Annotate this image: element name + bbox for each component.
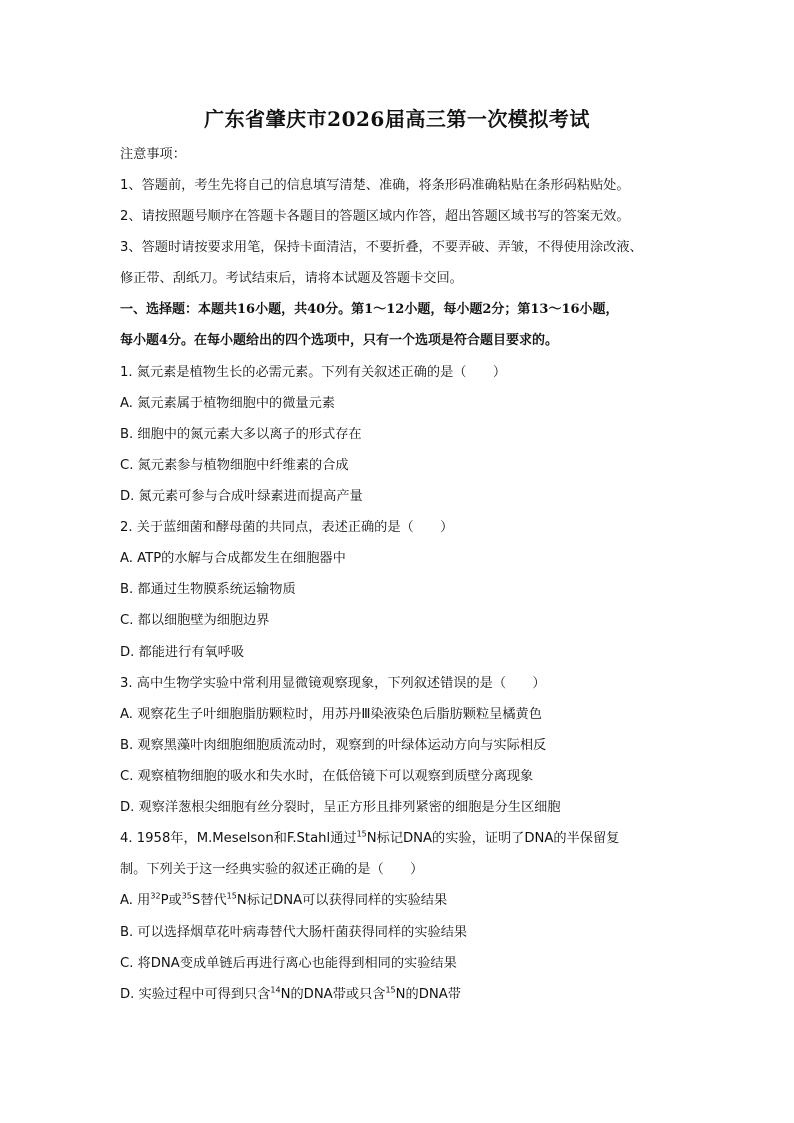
question-2-stem: 2. 关于蓝细菌和酵母菌的共同点，表述正确的是（ ） (120, 520, 454, 535)
question-3-stem: 3. 高中生物学实验中常利用显微镜观察现象，下列叙述错误的是（ ） (120, 676, 546, 691)
superscript-14: 14 (270, 985, 281, 995)
option-a-part-1: A. 用 (120, 893, 151, 908)
question-3-option-a: A. 观察花生子叶细胞脂肪颗粒时，用苏丹Ⅲ染液染色后脂肪颗粒呈橘黄色 (120, 707, 542, 722)
question-2-option-a: A. ATP的水解与合成都发生在细胞器中 (120, 551, 346, 566)
question-4-option-d (120, 986, 461, 1004)
exam-title: 广东省肇庆市2026届高三第一次模拟考试 (204, 107, 590, 131)
question-3-option-b: B. 观察黑藻叶肉细胞细胞质流动时，观察到的叶绿体运动方向与实际相反 (120, 738, 547, 753)
question-4-stem-part-2: N标记DNA的实验，证明了DNA的半保留复 (366, 831, 620, 846)
question-2-option-d: D. 都能进行有氧呼吸 (120, 645, 245, 660)
question-2-option-b: B. 都通过生物膜系统运输物质 (120, 582, 296, 597)
notes-item-1: 1、答题前，考生先将自己的信息填写清楚、准确，将条形码准确粘贴在条形码粘贴处。 (120, 178, 630, 193)
option-a-part-3: S替代 (191, 893, 227, 908)
question-4-stem-cont: 制。下列关于这一经典实验的叙述正确的是（ ） (120, 862, 424, 877)
superscript-35: 35 (181, 891, 192, 901)
question-1-option-b: B. 细胞中的氮元素大多以离子的形式存在 (120, 427, 362, 442)
option-a-part-2: P或 (160, 893, 182, 908)
question-1-option-d: D. 氮元素可参与合成叶绿素进而提高产量 (120, 489, 363, 504)
question-4-option-c: C. 将DNA变成单链后再进行离心也能得到相同的实验结果 (120, 956, 457, 971)
question-4-option-a (120, 892, 447, 910)
superscript-15: 15 (356, 829, 367, 839)
question-3-option-c: C. 观察植物细胞的吸水和失水时，在低倍镜下可以观察到质壁分离现象 (120, 769, 534, 784)
option-d-part-3: N的DNA带 (395, 987, 461, 1002)
question-4-option-b: B. 可以选择烟草花叶病毒替代大肠杆菌获得同样的实验结果 (120, 925, 468, 940)
question-3-option-d: D. 观察洋葱根尖细胞有丝分裂时，呈正方形且排列紧密的细胞是分生区细胞 (120, 800, 561, 815)
question-4-stem (120, 830, 619, 848)
superscript-15: 15 (385, 985, 396, 995)
notes-item-3-cont: 修正带、刮纸刀。考试结束后，请将本试题及答题卡交回。 (120, 271, 463, 286)
notes-item-2: 2、请按照题号顺序在答题卡各题目的答题区域内作答，超出答题区域书写的答案无效。 (120, 209, 630, 224)
section-1-heading: 一、选择题：本题共16小题，共40分。第1～12小题，每小题2分；第13～16小题， (120, 302, 619, 317)
question-1-option-a: A. 氮元素属于植物细胞中的微量元素 (120, 396, 335, 411)
superscript-15: 15 (226, 891, 237, 901)
question-1-option-c: C. 氮元素参与植物细胞中纤维素的合成 (120, 458, 349, 473)
notes-heading: 注意事项： (120, 147, 186, 162)
question-2-option-c: C. 都以细胞壁为细胞边界 (120, 613, 270, 628)
option-d-part-2: N的DNA带或只含 (280, 987, 386, 1002)
option-d-part-1: D. 实验过程中可得到只含 (120, 987, 271, 1002)
question-1-stem: 1. 氮元素是植物生长的必需元素。下列有关叙述正确的是（ ） (120, 365, 507, 380)
option-a-part-4: N标记DNA可以获得同样的实验结果 (236, 893, 448, 908)
question-4-stem-part-1: 4. 1958年，M.Meselson和F.Stahl通过 (120, 831, 357, 846)
notes-item-3: 3、答题时请按要求用笔，保持卡面清洁，不要折叠，不要弄破、弄皱，不得使用涂改液、 (120, 240, 643, 255)
superscript-32: 32 (150, 891, 161, 901)
section-1-heading-cont: 每小题4分。在每小题给出的四个选项中，只有一个选项是符合题目要求的。 (120, 333, 559, 348)
